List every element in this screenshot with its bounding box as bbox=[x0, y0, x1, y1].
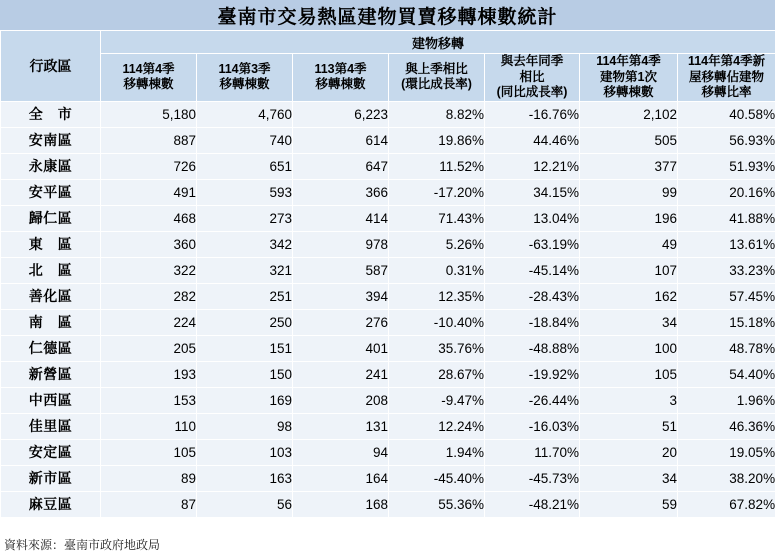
row-value-cell: -26.44% bbox=[485, 387, 580, 413]
row-value-cell: 55.36% bbox=[389, 491, 485, 517]
header-col-first-transfer-line2: 建物第1次 bbox=[600, 69, 657, 84]
row-value-cell: 151 bbox=[197, 335, 293, 361]
header-col-q4-114-line2: 移轉棟數 bbox=[123, 77, 174, 92]
table-row bbox=[1, 231, 775, 257]
table-row bbox=[1, 127, 775, 153]
row-value-cell: 8.82% bbox=[389, 101, 485, 127]
row-value-cell: 377 bbox=[580, 153, 678, 179]
row-value-cell: -9.47% bbox=[389, 387, 485, 413]
header-col-yoy bbox=[485, 54, 580, 102]
row-value-cell: 651 bbox=[197, 153, 293, 179]
row-value-cell: 0.31% bbox=[389, 257, 485, 283]
row-value-cell: 13.61% bbox=[678, 231, 775, 257]
row-value-cell: 2,102 bbox=[580, 101, 678, 127]
header-col-q4-113 bbox=[293, 54, 389, 102]
row-region-label: 仁德區 bbox=[1, 335, 101, 361]
row-value-cell: -17.20% bbox=[389, 179, 485, 205]
row-value-cell: 89 bbox=[101, 465, 197, 491]
row-region-label: 安平區 bbox=[1, 179, 101, 205]
row-value-cell: 163 bbox=[197, 465, 293, 491]
row-value-cell: 13.04% bbox=[485, 205, 580, 231]
header-col-q3-114-line2: 移轉棟數 bbox=[219, 77, 270, 92]
table-row bbox=[1, 335, 775, 361]
row-value-cell: 1.94% bbox=[389, 439, 485, 465]
row-value-cell: 978 bbox=[293, 231, 389, 257]
row-value-cell: 11.52% bbox=[389, 153, 485, 179]
header-col-q4-113-line1: 113第4季 bbox=[314, 61, 367, 76]
row-region-label: 新市區 bbox=[1, 465, 101, 491]
row-value-cell: 360 bbox=[101, 231, 197, 257]
header-column-row bbox=[1, 54, 775, 102]
row-value-cell: 20.16% bbox=[678, 179, 775, 205]
row-value-cell: 614 bbox=[293, 127, 389, 153]
row-value-cell: 35.76% bbox=[389, 335, 485, 361]
row-value-cell: 150 bbox=[197, 361, 293, 387]
row-value-cell: 19.86% bbox=[389, 127, 485, 153]
row-value-cell: 1.96% bbox=[678, 387, 775, 413]
row-value-cell: 131 bbox=[293, 413, 389, 439]
row-value-cell: 107 bbox=[580, 257, 678, 283]
row-value-cell: 38.20% bbox=[678, 465, 775, 491]
header-col-qoq-line1: 與上季相比 bbox=[405, 61, 468, 76]
row-value-cell: 196 bbox=[580, 205, 678, 231]
row-value-cell: 34 bbox=[580, 465, 678, 491]
row-value-cell: -16.76% bbox=[485, 101, 580, 127]
row-value-cell: 887 bbox=[101, 127, 197, 153]
row-value-cell: 56 bbox=[197, 491, 293, 517]
row-value-cell: 224 bbox=[101, 309, 197, 335]
row-value-cell: 4,760 bbox=[197, 101, 293, 127]
row-value-cell: 44.46% bbox=[485, 127, 580, 153]
table-row bbox=[1, 257, 775, 283]
row-value-cell: 241 bbox=[293, 361, 389, 387]
table-row bbox=[1, 439, 775, 465]
row-value-cell: -10.40% bbox=[389, 309, 485, 335]
header-col-yoy-line3: (同比成長率) bbox=[496, 85, 568, 100]
row-value-cell: 49 bbox=[580, 231, 678, 257]
row-region-label: 新營區 bbox=[1, 361, 101, 387]
row-value-cell: -16.03% bbox=[485, 413, 580, 439]
header-col-q4-114-line1: 114第4季 bbox=[122, 61, 175, 76]
row-value-cell: 164 bbox=[293, 465, 389, 491]
table-row bbox=[1, 153, 775, 179]
row-value-cell: 321 bbox=[197, 257, 293, 283]
row-value-cell: 33.23% bbox=[678, 257, 775, 283]
row-value-cell: -19.92% bbox=[485, 361, 580, 387]
row-region-label: 歸仁區 bbox=[1, 205, 101, 231]
header-col-first-transfer-line3: 移轉棟數 bbox=[603, 85, 654, 100]
row-value-cell: 322 bbox=[101, 257, 197, 283]
row-value-cell: 5.26% bbox=[389, 231, 485, 257]
header-col-q4-113-line2: 移轉棟數 bbox=[315, 77, 366, 92]
page-title: 臺南市交易熱區建物買賣移轉棟數統計 bbox=[217, 6, 558, 28]
row-value-cell: 110 bbox=[101, 413, 197, 439]
header-col-yoy-line1: 與去年同季 bbox=[500, 54, 564, 68]
header-col-newhouse-ratio-line3: 移轉比率 bbox=[701, 85, 752, 100]
table-row bbox=[1, 179, 775, 205]
source-note: 資料來源：臺南市政府地政局 bbox=[4, 538, 161, 552]
header-col-newhouse-ratio-line2: 屋移轉佔建物 bbox=[689, 69, 765, 84]
header-col-newhouse-ratio-line1: 114年第4季新 bbox=[687, 54, 766, 68]
table-header bbox=[1, 31, 775, 102]
row-value-cell: 41.88% bbox=[678, 205, 775, 231]
row-value-cell: -48.21% bbox=[485, 491, 580, 517]
row-value-cell: 342 bbox=[197, 231, 293, 257]
row-value-cell: 414 bbox=[293, 205, 389, 231]
table-row bbox=[1, 387, 775, 413]
row-value-cell: 40.58% bbox=[678, 101, 775, 127]
row-value-cell: 51.93% bbox=[678, 153, 775, 179]
row-value-cell: 15.18% bbox=[678, 309, 775, 335]
row-value-cell: 740 bbox=[197, 127, 293, 153]
row-value-cell: 100 bbox=[580, 335, 678, 361]
row-value-cell: 6,223 bbox=[293, 101, 389, 127]
header-col-newhouse-ratio bbox=[678, 54, 775, 102]
row-value-cell: 67.82% bbox=[678, 491, 775, 517]
row-value-cell: 5,180 bbox=[101, 101, 197, 127]
row-region-label: 北 區 bbox=[1, 257, 101, 283]
row-region-label: 東 區 bbox=[1, 231, 101, 257]
row-value-cell: -63.19% bbox=[485, 231, 580, 257]
row-value-cell: 99 bbox=[580, 179, 678, 205]
row-value-cell: 28.67% bbox=[389, 361, 485, 387]
row-value-cell: 593 bbox=[197, 179, 293, 205]
row-value-cell: 162 bbox=[580, 283, 678, 309]
row-value-cell: 193 bbox=[101, 361, 197, 387]
row-value-cell: 51 bbox=[580, 413, 678, 439]
row-region-label: 南 區 bbox=[1, 309, 101, 335]
row-value-cell: 505 bbox=[580, 127, 678, 153]
row-region-label: 佳里區 bbox=[1, 413, 101, 439]
transfer-statistics-table bbox=[0, 30, 775, 518]
header-col-q4-114 bbox=[101, 54, 197, 102]
row-value-cell: 56.93% bbox=[678, 127, 775, 153]
row-region-label: 永康區 bbox=[1, 153, 101, 179]
row-region-label: 善化區 bbox=[1, 283, 101, 309]
row-value-cell: 394 bbox=[293, 283, 389, 309]
row-region-label: 中西區 bbox=[1, 387, 101, 413]
row-value-cell: 168 bbox=[293, 491, 389, 517]
row-value-cell: 34 bbox=[580, 309, 678, 335]
table-row bbox=[1, 491, 775, 517]
row-region-label: 麻豆區 bbox=[1, 491, 101, 517]
row-value-cell: -48.88% bbox=[485, 335, 580, 361]
row-value-cell: 12.24% bbox=[389, 413, 485, 439]
row-value-cell: 46.36% bbox=[678, 413, 775, 439]
row-value-cell: -45.73% bbox=[485, 465, 580, 491]
row-value-cell: 587 bbox=[293, 257, 389, 283]
header-col-first-transfer bbox=[580, 54, 678, 102]
row-value-cell: 3 bbox=[580, 387, 678, 413]
row-value-cell: 54.40% bbox=[678, 361, 775, 387]
row-value-cell: 59 bbox=[580, 491, 678, 517]
row-value-cell: 103 bbox=[197, 439, 293, 465]
header-col-qoq bbox=[389, 54, 485, 102]
row-value-cell: 20 bbox=[580, 439, 678, 465]
row-value-cell: 169 bbox=[197, 387, 293, 413]
header-region: 行政區 bbox=[1, 31, 101, 102]
row-region-label: 安定區 bbox=[1, 439, 101, 465]
row-region-label: 安南區 bbox=[1, 127, 101, 153]
row-value-cell: 273 bbox=[197, 205, 293, 231]
row-value-cell: 19.05% bbox=[678, 439, 775, 465]
row-value-cell: 94 bbox=[293, 439, 389, 465]
table-row bbox=[1, 283, 775, 309]
header-col-first-transfer-line1: 114年第4季 bbox=[596, 54, 661, 68]
row-value-cell: 276 bbox=[293, 309, 389, 335]
table-row bbox=[1, 413, 775, 439]
row-value-cell: 647 bbox=[293, 153, 389, 179]
row-value-cell: 12.21% bbox=[485, 153, 580, 179]
row-value-cell: 468 bbox=[101, 205, 197, 231]
row-value-cell: 282 bbox=[101, 283, 197, 309]
row-value-cell: -45.14% bbox=[485, 257, 580, 283]
row-value-cell: 105 bbox=[580, 361, 678, 387]
row-value-cell: -45.40% bbox=[389, 465, 485, 491]
row-value-cell: 726 bbox=[101, 153, 197, 179]
header-col-yoy-line2: 相比 bbox=[519, 69, 545, 84]
table-row bbox=[1, 361, 775, 387]
table-row bbox=[1, 101, 775, 127]
row-value-cell: 205 bbox=[101, 335, 197, 361]
row-value-cell: -18.84% bbox=[485, 309, 580, 335]
row-value-cell: 208 bbox=[293, 387, 389, 413]
row-value-cell: 87 bbox=[101, 491, 197, 517]
table-body bbox=[1, 101, 775, 517]
row-value-cell: 250 bbox=[197, 309, 293, 335]
header-group-building-transfer: 建物移轉 bbox=[101, 31, 775, 54]
header-col-q3-114 bbox=[197, 54, 293, 102]
row-value-cell: -28.43% bbox=[485, 283, 580, 309]
row-value-cell: 57.45% bbox=[678, 283, 775, 309]
row-region-label: 全 市 bbox=[1, 101, 101, 127]
row-value-cell: 11.70% bbox=[485, 439, 580, 465]
row-value-cell: 105 bbox=[101, 439, 197, 465]
row-value-cell: 71.43% bbox=[389, 205, 485, 231]
table-row bbox=[1, 205, 775, 231]
header-col-qoq-line2: (環比成長率) bbox=[401, 77, 472, 92]
row-value-cell: 48.78% bbox=[678, 335, 775, 361]
row-value-cell: 401 bbox=[293, 335, 389, 361]
header-col-q3-114-line1: 114第3季 bbox=[218, 61, 271, 76]
row-value-cell: 366 bbox=[293, 179, 389, 205]
table-row bbox=[1, 309, 775, 335]
row-value-cell: 153 bbox=[101, 387, 197, 413]
page-title-bar bbox=[0, 0, 775, 30]
row-value-cell: 34.15% bbox=[485, 179, 580, 205]
row-value-cell: 98 bbox=[197, 413, 293, 439]
row-value-cell: 491 bbox=[101, 179, 197, 205]
row-value-cell: 12.35% bbox=[389, 283, 485, 309]
row-value-cell: 251 bbox=[197, 283, 293, 309]
table-row bbox=[1, 465, 775, 491]
